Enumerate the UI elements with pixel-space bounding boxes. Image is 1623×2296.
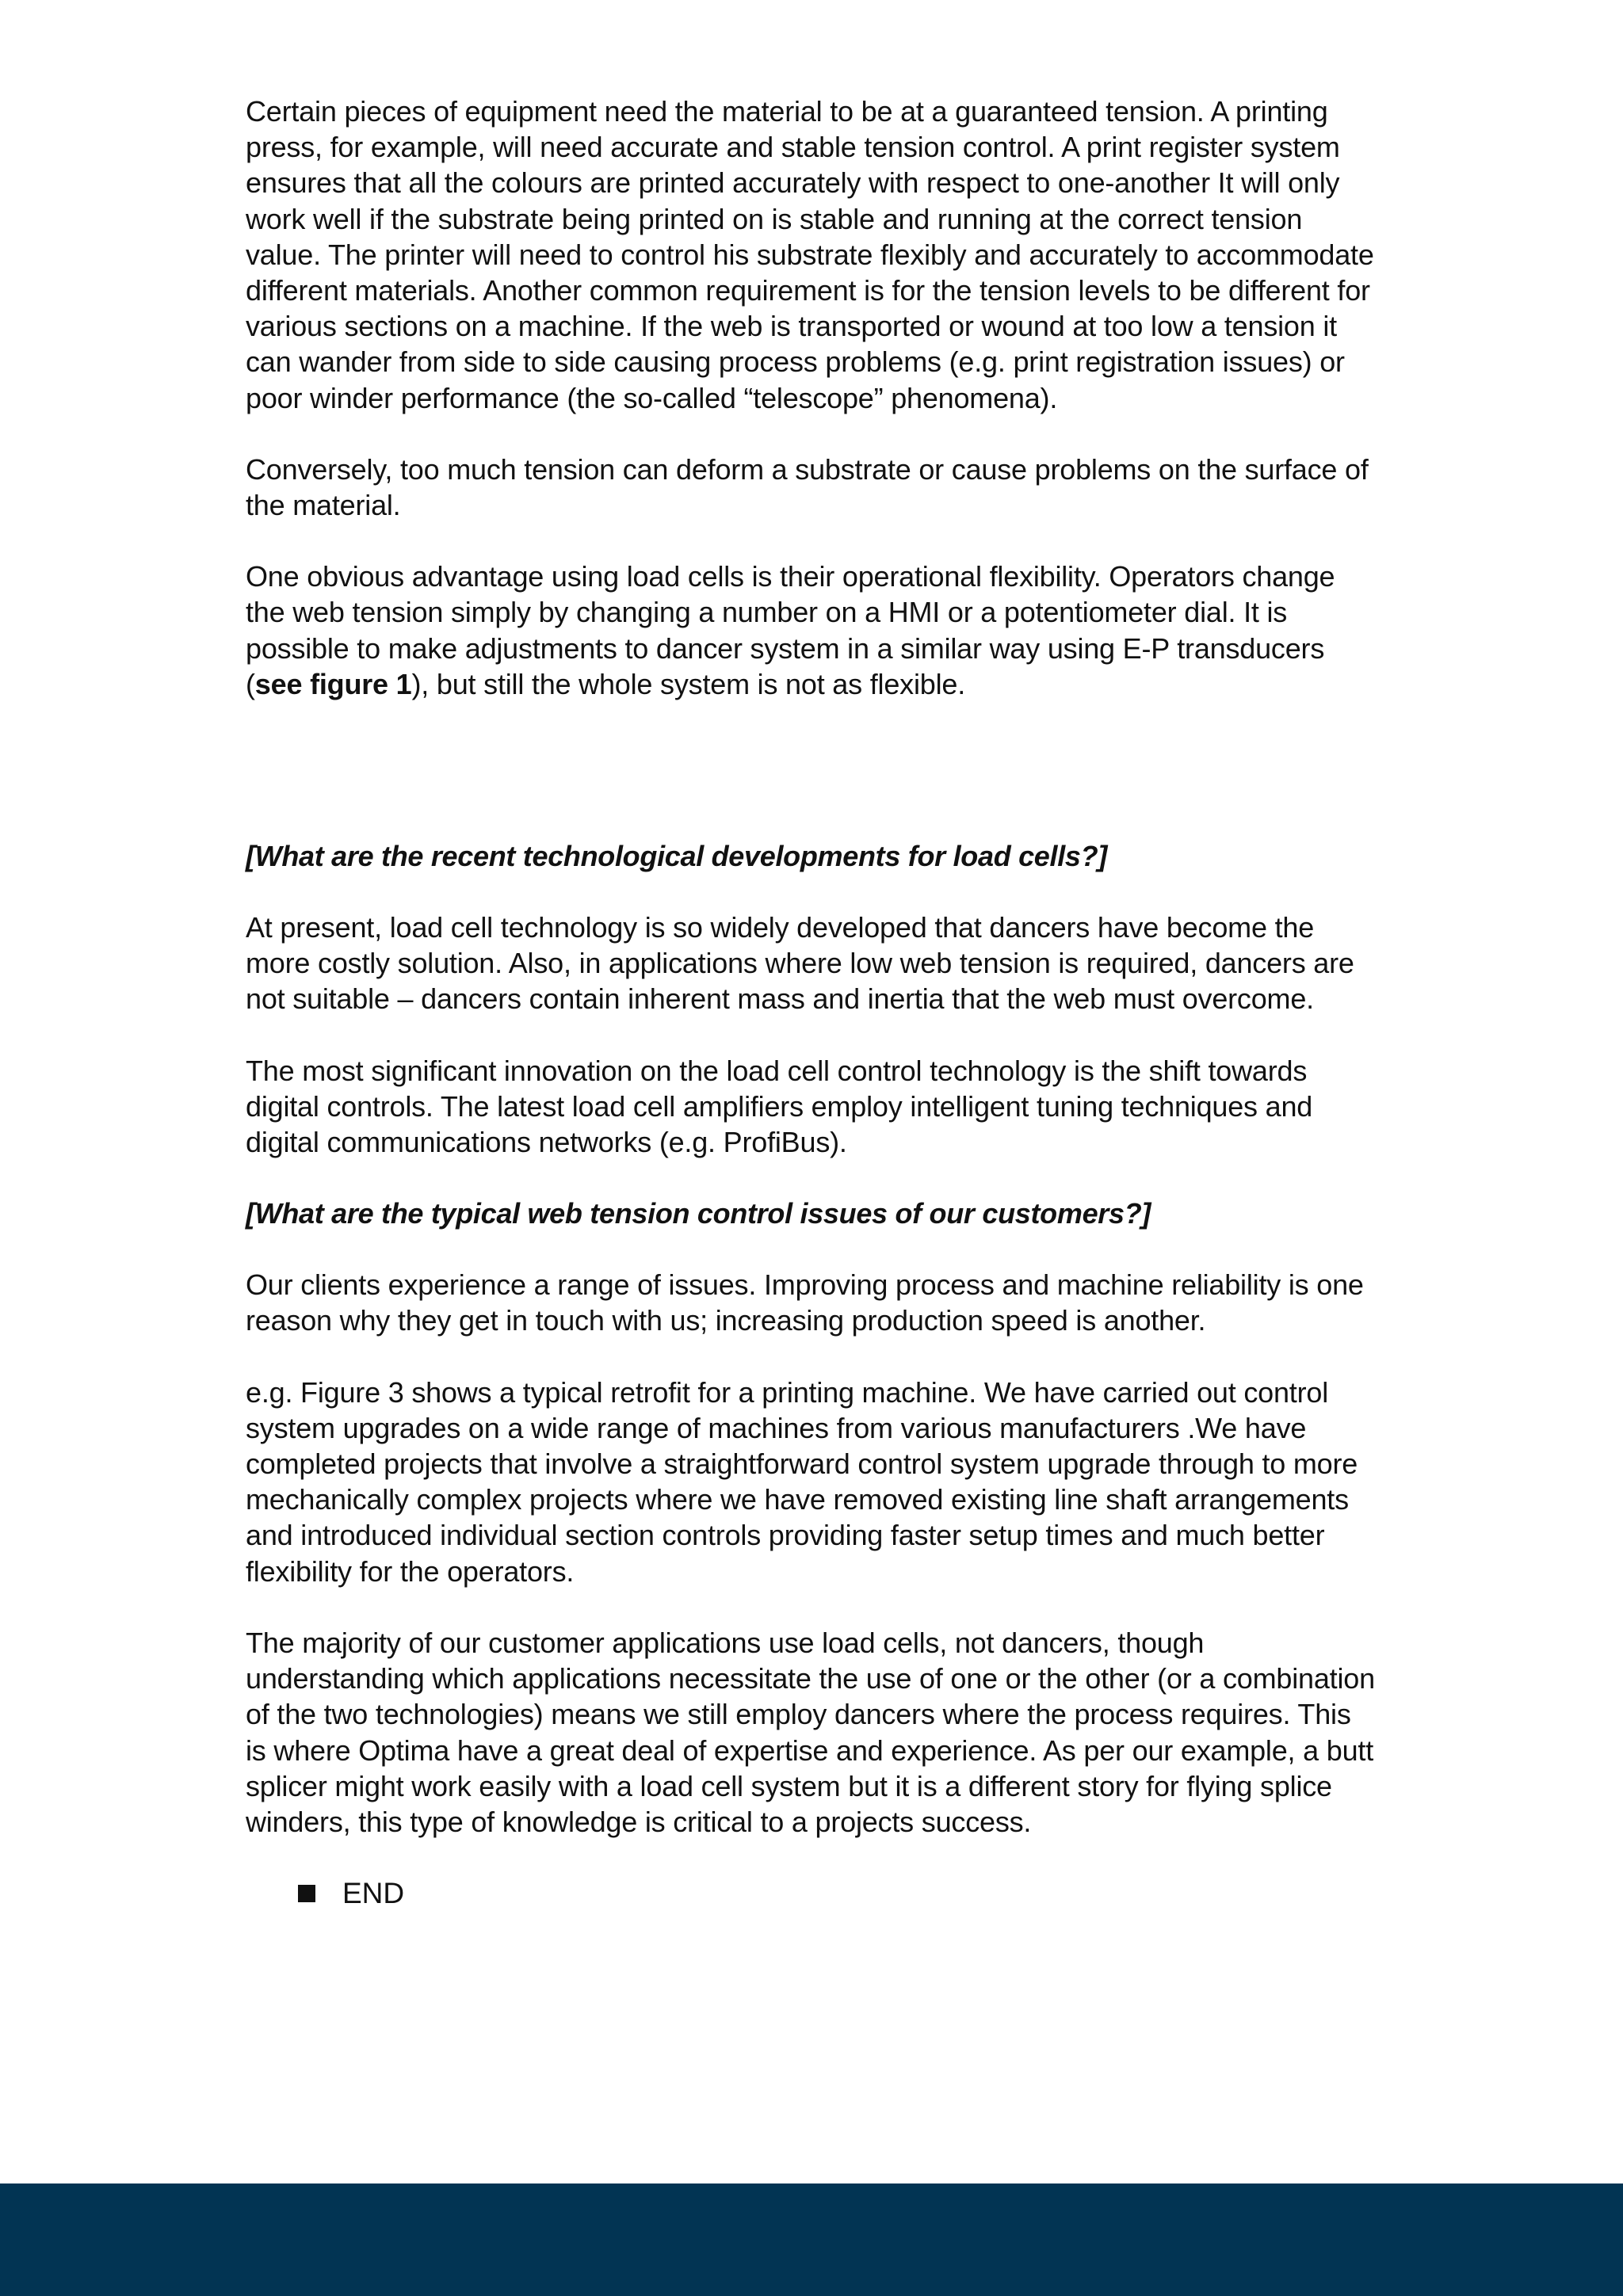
paragraph: The most significant innovation on the load cell control technology is the shift towards digital controls. The latest load cell amplifiers employ intelligent tuning techniques and digital communications networks (e.g. ProfiBus). bbox=[246, 1054, 1313, 1159]
paragraph-with-figure-reference bbox=[246, 559, 1379, 702]
footer-band bbox=[0, 2183, 1623, 2296]
paragraph: Our clients experience a range of issues. Improving process and machine reliability is one reason why they get in touch with us; increasing production speed is another. bbox=[246, 1268, 1364, 1337]
figure-reference: see figure 1 bbox=[254, 667, 412, 700]
paragraph: Conversely, too much tension can deform a substrate or cause problems on the surface of the material. bbox=[246, 452, 1369, 522]
section-heading: [What are the typical web tension control issues of our customers?] bbox=[246, 1197, 1151, 1230]
paragraph: The majority of our customer applications use load cells, not dancers, though understanding which applications necessitate the use of one or the other (or a combination of the two technologies) means we still employ dancers where the process requires. This is where Optima have a great deal of expertise and experience. As per our example, a butt splicer might work easily with a load cell system but it is a different story for flying splice winders, this type of knowledge is critical to a projects success. bbox=[246, 1626, 1375, 1838]
paragraph: At present, load cell technology is so widely developed that dancers have become the more costly solution. Also, in applications where low web tension is required, dancers are not suitable – dancers contain inherent mass and inertia that the web must overcome. bbox=[246, 911, 1354, 1016]
paragraph-text: ), but still the whole system is not as flexible. bbox=[411, 667, 965, 700]
end-label: END bbox=[342, 1877, 405, 1910]
section-spacer bbox=[246, 738, 1379, 838]
end-marker bbox=[298, 1875, 1379, 1911]
section-heading: [What are the recent technological developments for load cells?] bbox=[246, 840, 1108, 873]
paragraph: Certain pieces of equipment need the material to be at a guaranteed tension. A printing press, for example, will need accurate and stable tension control. A print register system ensures that all the colours are printed accurately with respect to one-another It will only work well if the substrate being printed on is stable and running at the correct tension value. The printer will need to control his substrate flexibly and accurately to accommodate different materials. Another common requirement is for the tension levels to be different for various sections on a machine. If the web is transported or wound at too low a tension it can wander from side to side causing process problems (e.g. print registration issues) or poor winder performance (the so-called “telescope” phenomena). bbox=[246, 95, 1374, 414]
square-bullet-icon bbox=[298, 1885, 315, 1902]
paragraph: e.g. Figure 3 shows a typical retrofit for a printing machine. We have carried out control system upgrades on a wide range of machines from various manufacturers .We have completed projects that involve a straightforward control system upgrade through to more mechanically complex projects where we have removed existing line shaft arrangements and introduced individual section controls providing faster setup times and much better flexibility for the operators. bbox=[246, 1375, 1358, 1588]
document-body bbox=[246, 93, 1379, 1911]
paragraph-text: One obvious advantage using load cells is their operational flexibility. Operators change the web tension simply by changing a number on a HMI or a potentiometer dial. It is possible to make adjustments to dancer system in a similar way using E-P transducers ( bbox=[246, 560, 1335, 700]
